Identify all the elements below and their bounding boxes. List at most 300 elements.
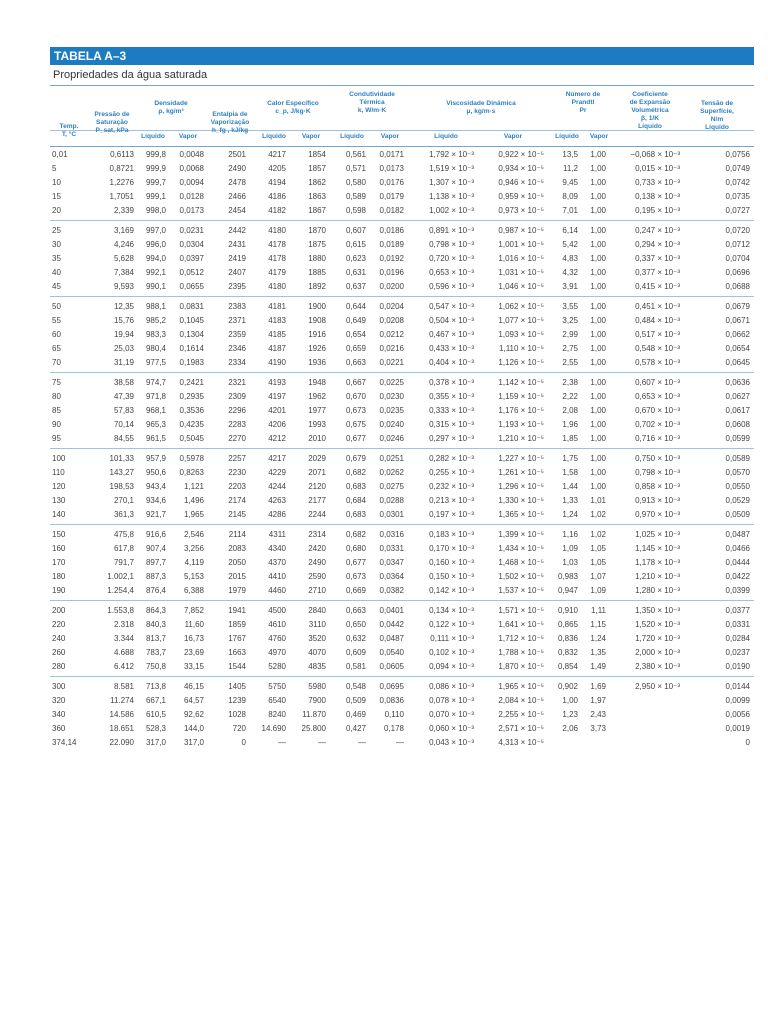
cell-k-liquid: 0,683 — [345, 510, 366, 519]
cell-cp-liquid: 4340 — [268, 544, 286, 553]
cell-mu-liquid: 1,002 × 10⁻³ — [429, 206, 474, 215]
cell-density-liquid: 943,4 — [145, 482, 166, 491]
cell-density-vapor: 1,496 — [183, 496, 204, 505]
cell-cp-liquid: 4229 — [268, 468, 286, 477]
cell-temp: 100 — [52, 454, 66, 463]
cell-mu-vapor: 1,788 × 10⁻⁵ — [498, 648, 544, 657]
cell-sigma: 0,0444 — [725, 558, 750, 567]
cell-beta: 0,798 × 10⁻³ — [635, 468, 680, 477]
cell-psat: 0,8721 — [109, 164, 134, 173]
cell-density-vapor: 7,852 — [183, 606, 204, 615]
table-row — [50, 314, 754, 328]
cell-k-vapor: 0,0836 — [379, 696, 404, 705]
cell-hfg: 2145 — [228, 510, 246, 519]
header-cp-line-0: Calor Específico — [267, 100, 319, 107]
cell-sigma: 0,0662 — [725, 330, 750, 339]
cell-pr-liquid: 0,865 — [557, 620, 578, 629]
cell-beta: 0,733 × 10⁻³ — [635, 178, 680, 187]
cell-cp-vapor: 1892 — [308, 282, 326, 291]
cell-mu-vapor: 1,126 × 10⁻⁵ — [498, 358, 544, 367]
cell-cp-vapor: 1880 — [308, 254, 326, 263]
cell-pr-vapor: 1,00 — [590, 330, 606, 339]
table-row — [50, 328, 754, 342]
cell-mu-liquid: 0,547 × 10⁻³ — [429, 302, 474, 311]
cell-density-liquid: 961,5 — [145, 434, 166, 443]
table-row — [50, 494, 754, 508]
header-mu-vap — [480, 133, 546, 141]
header-hfg-line-0: Entalpia de — [212, 111, 248, 118]
cell-mu-vapor: 1,537 × 10⁻⁵ — [498, 586, 544, 595]
cell-sigma: 0,0422 — [725, 572, 750, 581]
table-row — [50, 204, 754, 218]
header-mu-line-1: μ, kg/m·s — [466, 108, 496, 115]
cell-cp-liquid: — — [278, 738, 286, 747]
cell-hfg: 2270 — [228, 434, 246, 443]
cell-temp: 45 — [52, 282, 61, 291]
cell-mu-liquid: 0,378 × 10⁻³ — [429, 378, 474, 387]
cell-cp-vapor: — — [318, 738, 326, 747]
cell-mu-vapor: 1,077 × 10⁻⁵ — [498, 316, 544, 325]
cell-density-liquid: 934,6 — [145, 496, 166, 505]
table-row — [50, 300, 754, 314]
cell-hfg: 2466 — [228, 192, 246, 201]
cell-mu-vapor: 0,959 × 10⁻⁵ — [498, 192, 544, 201]
cell-pr-liquid: 5,42 — [562, 240, 578, 249]
cell-beta: 0,337 × 10⁻³ — [635, 254, 680, 263]
cell-density-liquid: 713,8 — [145, 682, 166, 691]
header-k-vap — [370, 133, 410, 141]
cell-k-liquid: 0,649 — [345, 316, 366, 325]
cell-temp: 60 — [52, 330, 61, 339]
cell-pr-liquid: 1,75 — [562, 454, 578, 463]
header-psat-line-0: Pressão de — [94, 111, 130, 118]
cell-pr-vapor: 1,00 — [590, 226, 606, 235]
cell-beta: 0,716 × 10⁻³ — [635, 434, 680, 443]
cell-k-vapor: 0,0189 — [379, 240, 404, 249]
header-pr-liq-line-0: Líquido — [555, 133, 579, 140]
cell-k-vapor: 0,0171 — [379, 150, 404, 159]
cell-hfg: 1028 — [228, 710, 246, 719]
cell-psat: 22.090 — [109, 738, 134, 747]
table-row — [50, 618, 754, 632]
cell-mu-liquid: 0,504 × 10⁻³ — [429, 316, 474, 325]
cell-mu-vapor: 1,571 × 10⁻⁵ — [498, 606, 544, 615]
table-row — [50, 570, 754, 584]
cell-mu-liquid: 0,102 × 10⁻³ — [429, 648, 474, 657]
cell-hfg: 1767 — [228, 634, 246, 643]
cell-cp-liquid: 4263 — [268, 496, 286, 505]
cell-pr-vapor: 1,05 — [590, 558, 606, 567]
table-row — [50, 176, 754, 190]
cell-mu-vapor: 1,330 × 10⁻⁵ — [498, 496, 544, 505]
cell-cp-liquid: 4206 — [268, 420, 286, 429]
cell-density-liquid: 950,6 — [145, 468, 166, 477]
cell-psat: 617,8 — [113, 544, 134, 553]
cell-beta: 0,247 × 10⁻³ — [635, 226, 680, 235]
cell-mu-liquid: 0,094 × 10⁻³ — [429, 662, 474, 671]
cell-psat: 12,35 — [113, 302, 134, 311]
cell-mu-liquid: 0,150 × 10⁻³ — [429, 572, 474, 581]
cell-density-liquid: 921,7 — [145, 510, 166, 519]
cell-cp-vapor: 2420 — [308, 544, 326, 553]
cell-cp-vapor: 5980 — [308, 682, 326, 691]
cell-psat: 11.274 — [110, 696, 134, 705]
cell-cp-liquid: 6540 — [268, 696, 286, 705]
cell-psat: 8.581 — [113, 682, 134, 691]
cell-psat: 3,169 — [113, 226, 134, 235]
header-pr-line-2: Pr — [579, 107, 587, 114]
cell-psat: 7,384 — [113, 268, 134, 277]
cell-density-liquid: 974,7 — [145, 378, 166, 387]
cell-beta: 0,294 × 10⁻³ — [635, 240, 680, 249]
cell-psat: 2.318 — [113, 620, 134, 629]
cell-hfg: 2321 — [228, 378, 246, 387]
cell-cp-liquid: 4180 — [268, 282, 286, 291]
cell-hfg: 2283 — [228, 420, 246, 429]
cell-k-vapor: 0,0442 — [379, 620, 404, 629]
cell-temp: 170 — [52, 558, 66, 567]
cell-k-vapor: 0,0173 — [379, 164, 404, 173]
header-k — [334, 91, 410, 115]
cell-mu-vapor: 1,062 × 10⁻⁵ — [498, 302, 544, 311]
cell-pr-liquid: 2,22 — [562, 392, 578, 401]
cell-sigma: 0,0399 — [725, 586, 750, 595]
cell-pr-vapor: 1,00 — [590, 254, 606, 263]
cell-hfg: 2334 — [228, 358, 246, 367]
header-k-liq-line-0: Líquido — [340, 133, 364, 140]
header-psat — [88, 111, 136, 135]
cell-sigma: 0,0679 — [725, 302, 750, 311]
cell-mu-vapor: 1,468 × 10⁻⁵ — [498, 558, 544, 567]
cell-cp-vapor: 1926 — [308, 344, 326, 353]
header-mu — [414, 100, 548, 116]
cell-psat: 1,2276 — [109, 178, 134, 187]
table-row — [50, 224, 754, 238]
cell-cp-vapor: 2029 — [308, 454, 326, 463]
table-row — [50, 418, 754, 432]
cell-cp-liquid: 4186 — [268, 192, 286, 201]
cell-pr-vapor: 1,01 — [590, 496, 606, 505]
cell-k-vapor: 0,0331 — [379, 544, 404, 553]
cell-pr-vapor: 1,00 — [590, 434, 606, 443]
cell-psat: 15,76 — [113, 316, 134, 325]
table-row — [50, 466, 754, 480]
cell-k-liquid: 0,571 — [345, 164, 366, 173]
cell-k-liquid: 0,598 — [345, 206, 366, 215]
cell-psat: 475,8 — [113, 530, 134, 539]
cell-mu-vapor: 1,031 × 10⁻⁵ — [498, 268, 544, 277]
cell-cp-vapor: 1936 — [308, 358, 326, 367]
cell-k-vapor: 0,0192 — [379, 254, 404, 263]
cell-density-liquid: 876,4 — [145, 586, 166, 595]
cell-mu-liquid: 0,142 × 10⁻³ — [429, 586, 474, 595]
table-row — [50, 528, 754, 542]
cell-temp: 30 — [52, 240, 61, 249]
cell-mu-vapor: 0,946 × 10⁻⁵ — [498, 178, 544, 187]
cell-mu-liquid: 0,122 × 10⁻³ — [429, 620, 474, 629]
cell-sigma: 0,0756 — [725, 150, 750, 159]
header-temp — [52, 123, 86, 139]
cell-density-vapor: 0,0068 — [179, 164, 204, 173]
cell-temp: 360 — [52, 724, 66, 733]
cell-k-liquid: 0,659 — [345, 344, 366, 353]
cell-sigma: 0,0331 — [725, 620, 750, 629]
cell-cp-vapor: 1908 — [308, 316, 326, 325]
cell-sigma: 0,0509 — [725, 510, 750, 519]
header-cp-vap-line-0: Vapor — [301, 133, 321, 140]
cell-temp: 15 — [52, 192, 61, 201]
cell-mu-vapor: 1,965 × 10⁻⁵ — [498, 682, 544, 691]
header-k-line-0: Condutividade — [349, 91, 395, 98]
cell-mu-liquid: 0,111 × 10⁻³ — [430, 634, 474, 643]
cell-mu-vapor: 0,934 × 10⁻⁵ — [498, 164, 544, 173]
cell-pr-liquid: 8,09 — [562, 192, 578, 201]
header-pr-liq — [552, 133, 582, 141]
cell-beta: 1,280 × 10⁻³ — [635, 586, 680, 595]
table-row — [50, 736, 754, 750]
cell-k-vapor: 0,0301 — [379, 510, 404, 519]
cell-k-liquid: 0,682 — [345, 468, 366, 477]
cell-beta: 0,653 × 10⁻³ — [635, 392, 680, 401]
cell-hfg: 2230 — [228, 468, 246, 477]
cell-k-liquid: 0,677 — [345, 558, 366, 567]
cell-k-vapor: 0,0605 — [379, 662, 404, 671]
cell-density-vapor: 0,1983 — [179, 358, 204, 367]
header-psat-line-2: P_sat, kPa — [95, 127, 129, 134]
cell-k-vapor: 0,0186 — [379, 226, 404, 235]
cell-k-liquid: 0,683 — [345, 482, 366, 491]
cell-cp-vapor: 1867 — [308, 206, 326, 215]
table-row — [50, 404, 754, 418]
table-row — [50, 646, 754, 660]
cell-density-vapor: 2,546 — [183, 530, 204, 539]
cell-cp-liquid: 4201 — [268, 406, 286, 415]
table-row — [50, 266, 754, 280]
cell-sigma: 0,0712 — [725, 240, 750, 249]
cell-temp: 20 — [52, 206, 61, 215]
cell-cp-vapor: 1862 — [308, 178, 326, 187]
cell-density-liquid: 317,0 — [145, 738, 166, 747]
cell-hfg: 2083 — [228, 544, 246, 553]
cell-k-vapor: 0,0235 — [379, 406, 404, 415]
cell-k-liquid: 0,631 — [345, 268, 366, 277]
cell-cp-vapor: 2710 — [308, 586, 326, 595]
cell-pr-liquid: 0,832 — [557, 648, 578, 657]
cell-density-vapor: 0,1045 — [179, 316, 204, 325]
cell-cp-liquid: 5280 — [268, 662, 286, 671]
cell-psat: 18.651 — [109, 724, 134, 733]
cell-temp: 220 — [52, 620, 66, 629]
cell-density-liquid: 813,7 — [145, 634, 166, 643]
cell-pr-liquid: 0,836 — [557, 634, 578, 643]
cell-k-liquid: 0,669 — [345, 586, 366, 595]
header-sigma-line-2: N/m — [710, 116, 724, 123]
cell-k-liquid: 0,509 — [345, 696, 366, 705]
cell-temp: 25 — [52, 226, 61, 235]
cell-density-vapor: 0,0048 — [179, 150, 204, 159]
cell-cp-liquid: 4370 — [268, 558, 286, 567]
cell-pr-vapor: 1,11 — [591, 606, 606, 615]
cell-sigma: 0,0056 — [725, 710, 750, 719]
cell-k-vapor: 0,0364 — [379, 572, 404, 581]
cell-k-liquid: 0,427 — [345, 724, 366, 733]
cell-beta: 1,178 × 10⁻³ — [635, 558, 680, 567]
cell-mu-vapor: 1,641 × 10⁻⁵ — [498, 620, 544, 629]
cell-beta: 0,607 × 10⁻³ — [635, 378, 680, 387]
cell-k-liquid: 0,607 — [345, 226, 366, 235]
cell-mu-vapor: 1,399 × 10⁻⁵ — [498, 530, 544, 539]
cell-pr-liquid: 9,45 — [562, 178, 578, 187]
cell-pr-vapor: 1,07 — [590, 572, 606, 581]
cell-cp-liquid: 8240 — [268, 710, 286, 719]
cell-k-liquid: 0,589 — [345, 192, 366, 201]
cell-sigma: 0,0617 — [725, 406, 750, 415]
table-row — [50, 556, 754, 570]
cell-mu-vapor: 1,046 × 10⁻⁵ — [498, 282, 544, 291]
cell-pr-vapor: 1,00 — [590, 192, 606, 201]
cell-k-vapor: 0,0225 — [379, 378, 404, 387]
cell-cp-vapor: 3110 — [308, 620, 326, 629]
cell-pr-liquid: 1,16 — [562, 530, 578, 539]
cell-pr-vapor: 1,00 — [590, 302, 606, 311]
cell-pr-liquid: 0,854 — [557, 662, 578, 671]
cell-hfg: 1941 — [228, 606, 246, 615]
cell-mu-liquid: 0,197 × 10⁻³ — [429, 510, 474, 519]
header-beta-line-4: Líquido — [638, 123, 662, 130]
cell-temp: 95 — [52, 434, 61, 443]
cell-cp-vapor: 25.800 — [301, 724, 326, 733]
group-divider — [50, 296, 754, 297]
cell-density-liquid: 864,3 — [145, 606, 166, 615]
header-temp-line-0: Temp. — [59, 123, 79, 130]
cell-sigma: 0,0487 — [725, 530, 750, 539]
cell-psat: 70,14 — [113, 420, 134, 429]
cell-mu-vapor: 2,255 × 10⁻⁵ — [498, 710, 544, 719]
cell-density-liquid: 999,8 — [145, 150, 166, 159]
cell-temp: 10 — [52, 178, 61, 187]
cell-k-vapor: 0,0347 — [379, 558, 404, 567]
table-row — [50, 584, 754, 598]
header-mu-liq-line-0: Líquido — [434, 133, 458, 140]
cell-density-vapor: 6,388 — [183, 586, 204, 595]
cell-beta: 0,138 × 10⁻³ — [635, 192, 680, 201]
cell-sigma: 0,0589 — [725, 454, 750, 463]
cell-hfg: 2203 — [228, 482, 246, 491]
cell-mu-vapor: 1,296 × 10⁻⁵ — [498, 482, 544, 491]
header-mu-liq — [414, 133, 478, 141]
cell-beta: 0,195 × 10⁻³ — [635, 206, 680, 215]
cell-k-vapor: 0,110 — [384, 710, 404, 719]
cell-density-vapor: 64,57 — [183, 696, 204, 705]
cell-mu-liquid: 0,891 × 10⁻³ — [429, 226, 474, 235]
cell-cp-liquid: 4181 — [268, 302, 286, 311]
table-row — [50, 708, 754, 722]
cell-psat: 2,339 — [113, 206, 134, 215]
header-pr-line-0: Número de — [565, 91, 601, 98]
header-density-vap — [170, 133, 206, 141]
table-row — [50, 432, 754, 446]
cell-density-liquid: 999,1 — [145, 192, 166, 201]
cell-density-vapor: 1,965 — [183, 510, 204, 519]
cell-k-vapor: 0,0316 — [379, 530, 404, 539]
cell-mu-liquid: 0,183 × 10⁻³ — [429, 530, 474, 539]
cell-pr-liquid: 2,38 — [562, 378, 578, 387]
cell-k-vapor: 0,0230 — [379, 392, 404, 401]
cell-density-vapor: 0,4235 — [179, 420, 204, 429]
cell-cp-liquid: 4197 — [268, 392, 286, 401]
cell-cp-vapor: 2314 — [308, 530, 326, 539]
cell-sigma: 0,0190 — [725, 662, 750, 671]
cell-k-liquid: 0,679 — [345, 454, 366, 463]
cell-psat: 14.586 — [109, 710, 134, 719]
cell-cp-liquid: 5750 — [268, 682, 286, 691]
cell-cp-vapor: 1948 — [308, 378, 326, 387]
cell-psat: 4,246 — [113, 240, 134, 249]
cell-density-liquid: 528,3 — [145, 724, 166, 733]
cell-sigma: 0,0608 — [725, 420, 750, 429]
header-sigma-line-3: Líquido — [705, 124, 729, 131]
cell-k-liquid: 0,581 — [345, 662, 366, 671]
cell-k-vapor: 0,0487 — [379, 634, 404, 643]
cell-psat: 5,628 — [113, 254, 134, 263]
cell-pr-liquid: 1,85 — [562, 434, 578, 443]
cell-mu-liquid: 0,355 × 10⁻³ — [429, 392, 474, 401]
cell-cp-vapor: 2244 — [308, 510, 326, 519]
cell-k-vapor: 0,0208 — [379, 316, 404, 325]
cell-mu-vapor: 1,870 × 10⁻⁵ — [498, 662, 544, 671]
cell-hfg: 2309 — [228, 392, 246, 401]
cell-sigma: 0,0645 — [725, 358, 750, 367]
cell-cp-liquid: 4185 — [268, 330, 286, 339]
cell-hfg: 2454 — [228, 206, 246, 215]
cell-mu-liquid: 0,170 × 10⁻³ — [429, 544, 474, 553]
cell-density-liquid: 887,3 — [145, 572, 166, 581]
header-top-rule — [50, 85, 754, 86]
cell-mu-liquid: 0,070 × 10⁻³ — [429, 710, 474, 719]
cell-sigma: 0,0654 — [725, 344, 750, 353]
cell-k-liquid: 0,650 — [345, 620, 366, 629]
cell-temp: 40 — [52, 268, 61, 277]
cell-k-vapor: 0,0251 — [379, 454, 404, 463]
cell-temp: 65 — [52, 344, 61, 353]
cell-hfg: 2359 — [228, 330, 246, 339]
cell-hfg: 2015 — [228, 572, 246, 581]
cell-beta: 0,548 × 10⁻³ — [635, 344, 680, 353]
cell-temp: 300 — [52, 682, 66, 691]
cell-psat: 3.344 — [113, 634, 134, 643]
cell-cp-vapor: 1875 — [308, 240, 326, 249]
cell-k-vapor: 0,0262 — [379, 468, 404, 477]
cell-pr-vapor: 1,00 — [590, 468, 606, 477]
cell-beta: 0,578 × 10⁻³ — [635, 358, 680, 367]
cell-pr-liquid: 4,32 — [562, 268, 578, 277]
cell-sigma: 0 — [745, 738, 750, 747]
cell-beta: 1,520 × 10⁻³ — [635, 620, 680, 629]
cell-density-vapor: 1,121 — [183, 482, 204, 491]
cell-k-vapor: 0,0182 — [379, 206, 404, 215]
header-density-liq-line-0: Líquido — [141, 133, 165, 140]
cell-cp-liquid: 4970 — [268, 648, 286, 657]
cell-pr-liquid: 4,83 — [562, 254, 578, 263]
cell-density-vapor: 0,5978 — [179, 454, 204, 463]
cell-mu-vapor: 1,227 × 10⁻⁵ — [498, 454, 544, 463]
table-subtitle: Propriedades da água saturada — [53, 69, 208, 81]
cell-cp-vapor: 4070 — [308, 648, 326, 657]
cell-pr-vapor: 1,00 — [590, 392, 606, 401]
cell-k-liquid: 0,680 — [345, 544, 366, 553]
cell-mu-liquid: 0,134 × 10⁻³ — [429, 606, 474, 615]
cell-sigma: 0,0720 — [725, 226, 750, 235]
